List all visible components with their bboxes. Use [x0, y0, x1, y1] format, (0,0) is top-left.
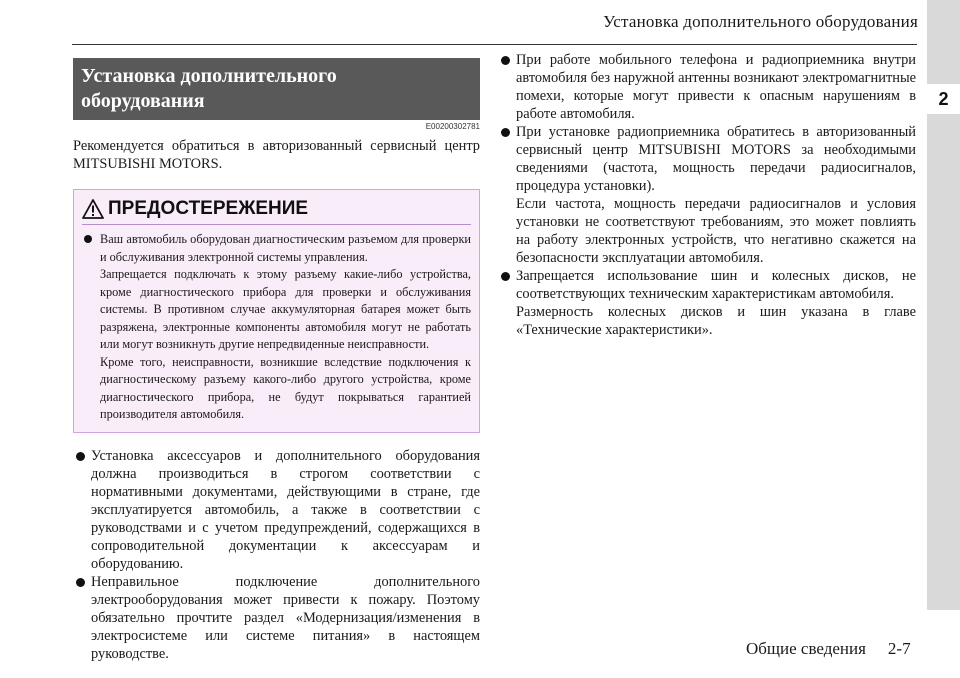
bullet-icon [501, 56, 510, 65]
bullet-icon [76, 578, 85, 587]
running-header: Установка дополнительного оборудования [603, 12, 918, 31]
section-heading [73, 58, 480, 120]
warning-text-3: Кроме того, неисправности, возникшие вследствие подключения к диагностическому разъему какого-либо другого устройства, кроме диагностического прибора, не будут покрываться гарантией производителя автомобиля. [100, 354, 471, 421]
page-number: 2-7 [887, 639, 911, 658]
section-heading-line1: Установка дополнительного [81, 65, 337, 87]
warning-box [73, 189, 480, 433]
header-rule [72, 44, 917, 45]
warning-title: ПРЕДОСТЕРЕЖЕНИЕ [108, 198, 309, 219]
list-item [498, 51, 916, 123]
warning-bullet [82, 231, 471, 424]
left-column [73, 58, 480, 663]
list-item-text: Запрещается использование шин и колесных дисков, не соответствующих техническим характеристикам автомобиля. [516, 268, 916, 302]
list-item [73, 573, 480, 663]
section-heading-line2: оборудования [81, 90, 205, 112]
warning-heading [82, 198, 471, 225]
intro-paragraph: Рекомендуется обратиться в авторизованный сервисный центр MITSUBISHI MOTORS. [73, 138, 480, 172]
right-column [498, 51, 916, 339]
warning-text-1: Ваш автомобиль оборудован диагностическим разъемом для проверки и обслуживания электронной системы управления. [100, 232, 471, 264]
list-item [498, 267, 916, 339]
footer-section: Общие сведения [746, 639, 866, 658]
list-item [73, 447, 480, 573]
right-bullet-list [498, 51, 916, 339]
list-item [498, 123, 916, 267]
warning-body [82, 231, 471, 424]
bullet-icon [76, 452, 85, 461]
section-code: E00200302781 [425, 122, 480, 131]
warning-triangle-icon [82, 199, 104, 219]
list-item-text: Установка аксессуаров и дополнительного оборудования должна производиться в строгом соответствии с нормативными документами, действующими в стране, где эксплуатируется автомобиль, а также в соответствии с руководствами и с учетом предупреждений, содержащихся в сопроводительной документации к аксессуарам и оборудованию. [91, 447, 480, 572]
warning-text-2: Запрещается подключать к этому разъему какие-либо устройства, кроме диагностического прибора для проверки и обслуживания системы. В противном случае аккумуляторная батарея может быть разряжена, электронные компоненты автомобиля могут не работать или могут возникнуть другие непредвиденные неисправности. [100, 267, 471, 351]
list-item-text: Неправильное подключение дополнительного электрооборудования может привести к пожару. Поэтому обязательно прочтите раздел «Модернизация/изменения в электросистеме или системе питания» в настоящем руководстве. [91, 573, 480, 662]
page-footer [746, 639, 911, 659]
list-item-extra: Если частота, мощность передачи радиосигналов и условия установки не соответствуют требованиям, это может повлиять на работу электронных устройств, что негативно скажется на безопасности эксплуатации автомобиля. [516, 196, 916, 266]
bullet-icon [84, 235, 92, 243]
list-item-text: При работе мобильного телефона и радиоприемника внутри автомобиля без наружной антенны возникают электромагнитные помехи, которые могут привести к опасным нарушениям в работе автомобиля. [516, 52, 916, 122]
bullet-icon [501, 272, 510, 281]
list-item-text: При установке радиоприемника обратитесь в авторизованный сервисный центр MITSUBISHI MOTORS за необходимыми сведениями (частота, мощность передачи радиосигналов, процедура установки). [516, 124, 916, 194]
chapter-number: 2 [927, 84, 960, 114]
list-item-extra: Размерность колесных дисков и шин указана в главе «Технические характеристики». [516, 304, 916, 338]
left-bullet-list [73, 447, 480, 663]
bullet-icon [501, 128, 510, 137]
